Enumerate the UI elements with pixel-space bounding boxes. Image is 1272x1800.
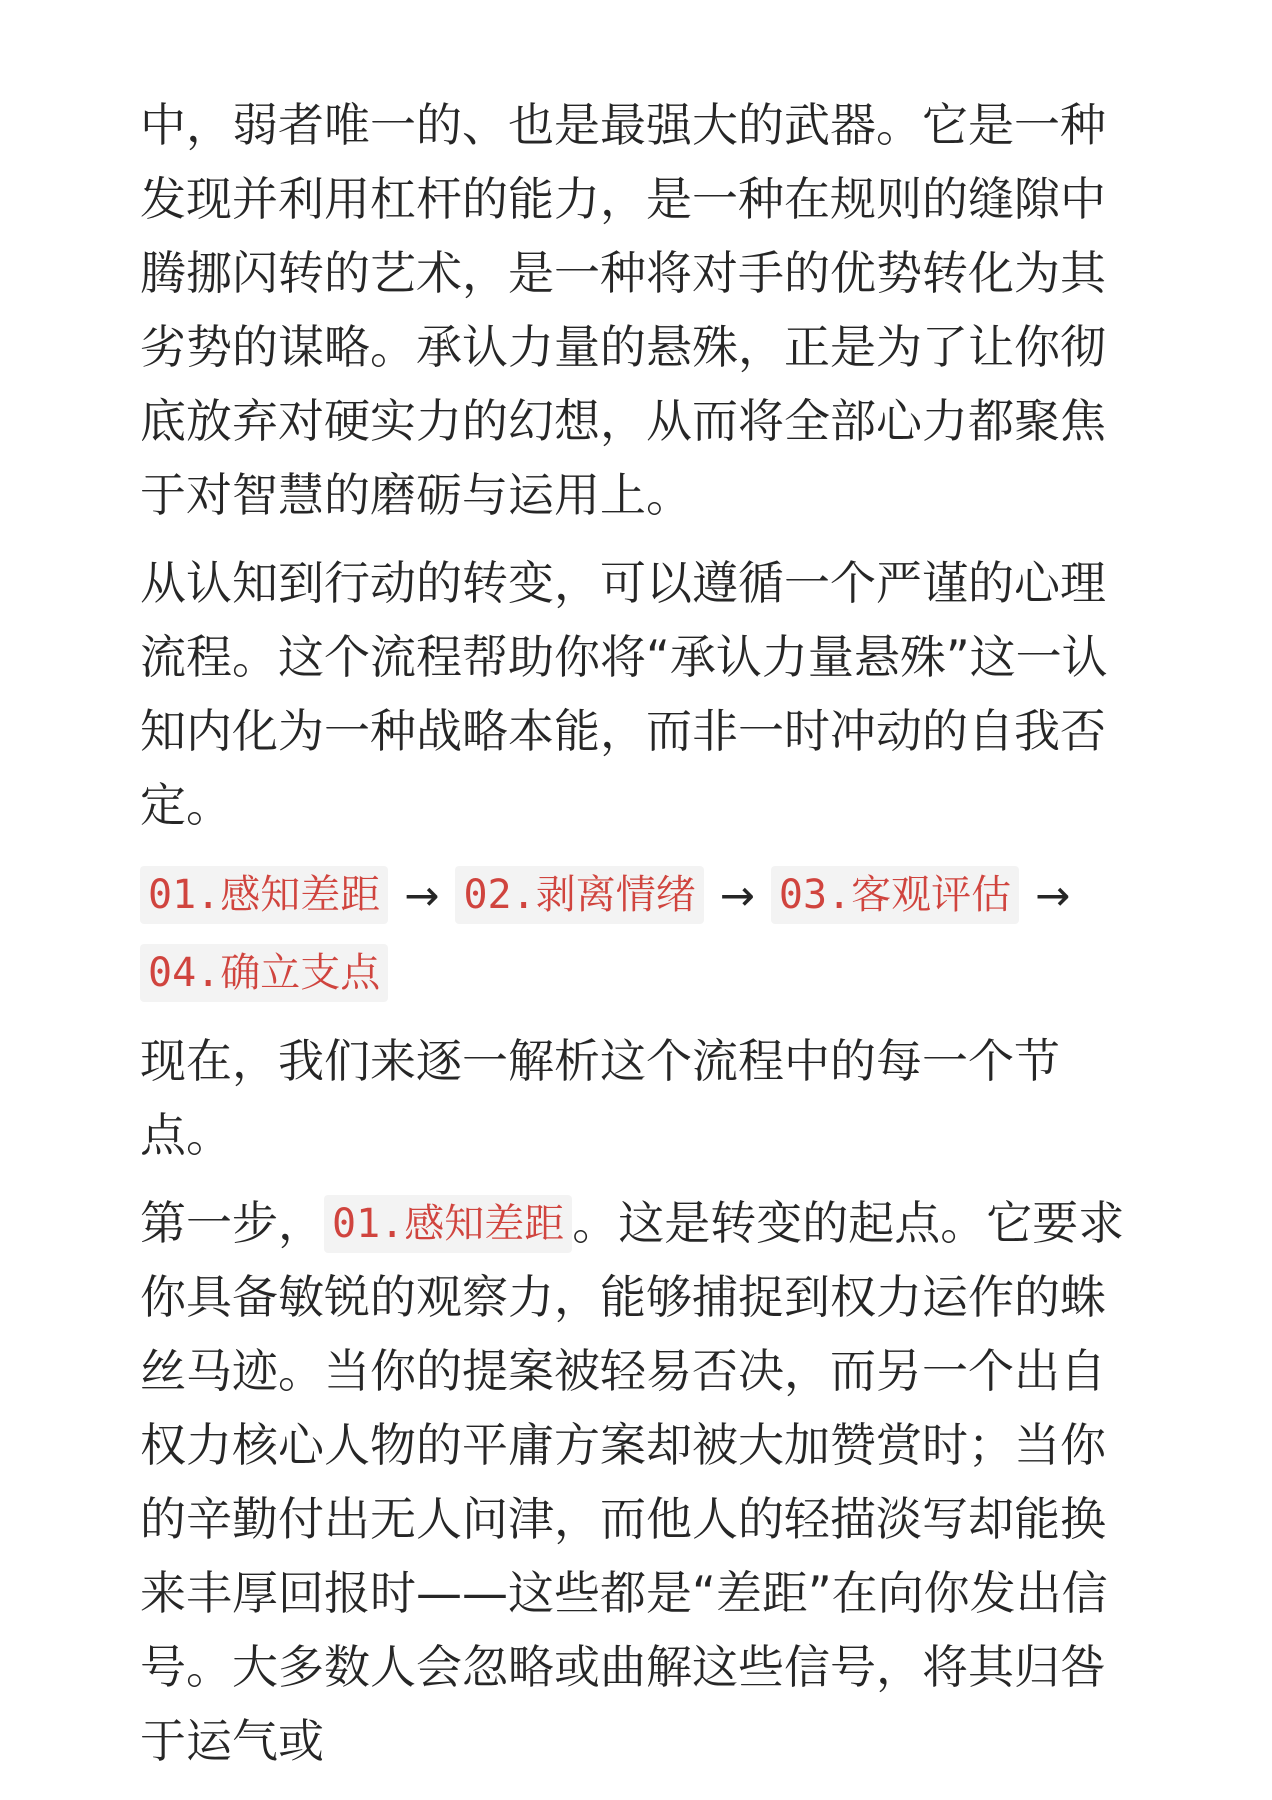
flow-step-3-num: 03. [778,872,852,918]
arrow-right-icon: → [404,871,440,920]
flow-step-4-num: 04. [148,950,221,996]
flow-step-4 [140,944,388,1002]
inline-step-1 [324,1195,572,1253]
flow-step-1-num: 01. [148,872,221,918]
flow-step-2-text: 剥离情绪 [535,872,696,918]
flow-step-1-text: 感知差距 [220,872,381,918]
arrow-right-icon: → [719,871,755,920]
paragraph-4 [140,1186,1132,1778]
flow-step-3-text: 客观评估 [851,872,1012,918]
process-flow [140,856,1132,1010]
inline-step-1-num: 01. [332,1201,405,1247]
paragraph-3: 现在，我们来逐一解析这个流程中的每一个节点。 [140,1034,1060,1162]
flow-step-3 [771,866,1019,924]
flow-step-1 [140,866,388,924]
inline-step-1-text: 感知差距 [404,1201,565,1247]
flow-step-2 [455,866,703,924]
flow-step-2-num: 02. [463,872,536,918]
paragraph-4-prefix: 第一步， [140,1196,324,1250]
paragraph-4-body: 。这是转变的起点。它要求你具备敏锐的观察力，能够捕捉到权力运作的蛛丝马迹。当你的提案被轻易否决，而另一个出自权力核心人物的平庸方案却被大加赞赏时；当你的辛勤付出无人问津，而他人的轻描淡写却能换来丰厚回报时——这些都是“差距”在向你发出信号。大多数人会忽略或曲解这些信号，将其归咎于运气或 [140,1196,1125,1768]
paragraph-1: 中，弱者唯一的、也是最强大的武器。它是一种发现并利用杠杆的能力，是一种在规则的缝隙中腾挪闪转的艺术，是一种将对手的优势转化为其劣势的谋略。承认力量的悬殊，正是为了让你彻底放弃对硬实力的幻想，从而将全部心力都聚焦于对智慧的磨砺与运用上。 [140,98,1106,522]
flow-step-4-text: 确立支点 [220,950,381,996]
document-body [140,88,1132,1778]
arrow-right-icon: → [1035,871,1071,920]
paragraph-2: 从认知到行动的转变，可以遵循一个严谨的心理流程。这个流程帮助你将“承认力量悬殊”这一认知内化为一种战略本能，而非一时冲动的自我否定。 [140,556,1108,832]
